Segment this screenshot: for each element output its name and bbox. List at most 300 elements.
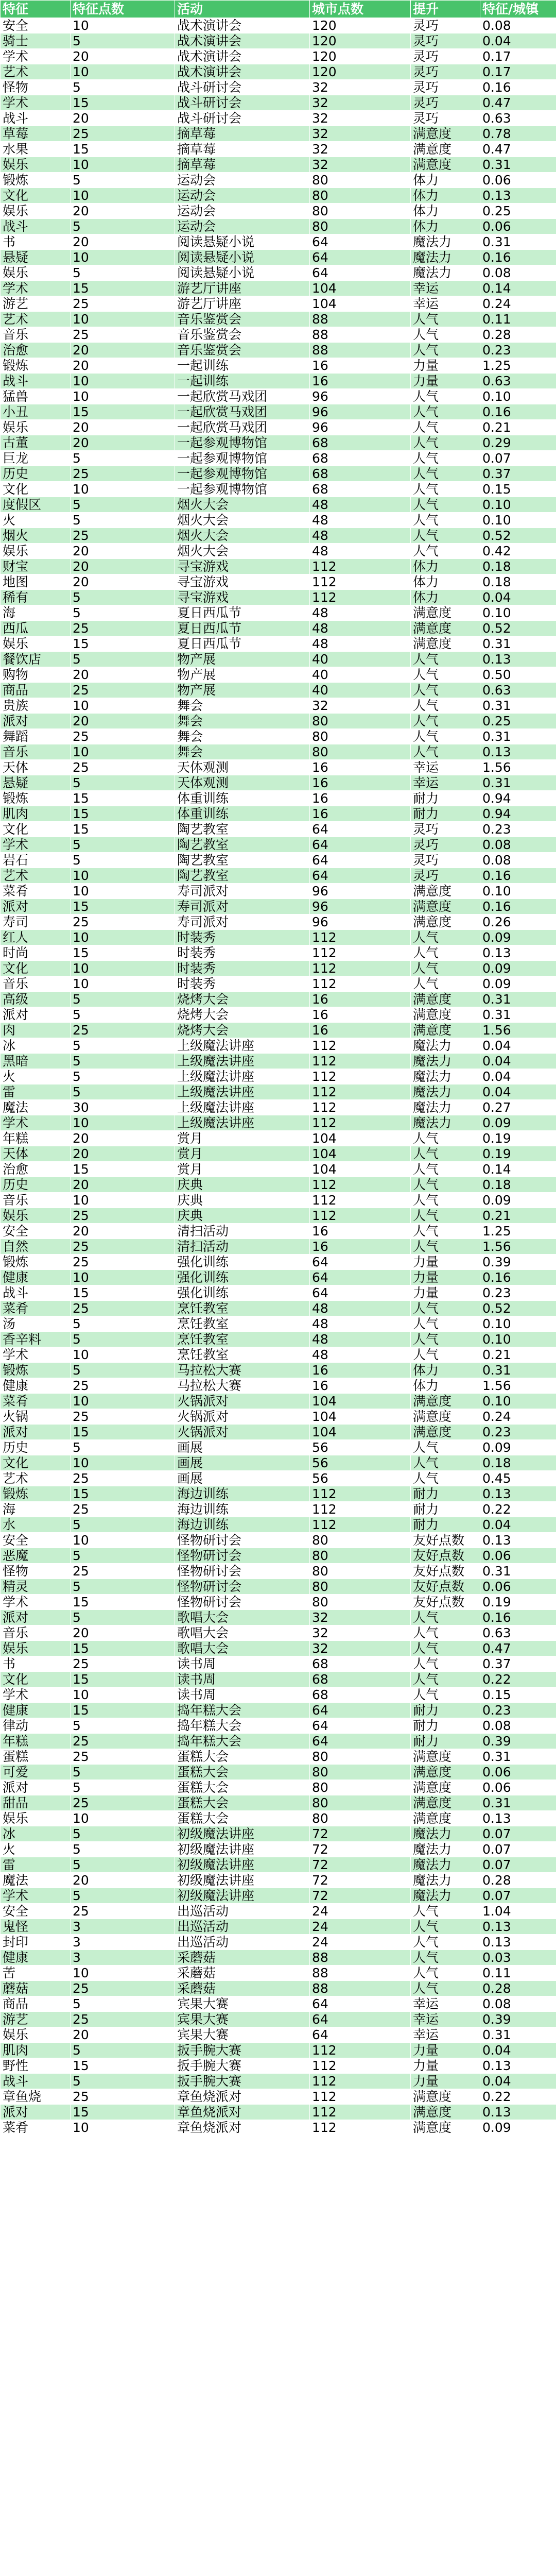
cell-trait-points: 20 — [71, 559, 175, 574]
table-row — [1, 914, 556, 930]
cell-activity: 海边训练 — [175, 1486, 310, 1502]
cell-activity: 陶艺教室 — [175, 853, 310, 868]
cell-boost: 幸运 — [411, 2012, 480, 2027]
cell-activity: 物产展 — [175, 652, 310, 667]
cell-trait: 地图 — [1, 574, 71, 590]
cell-city-points: 88 — [310, 1981, 411, 1996]
cell-ratio: 0.08 — [480, 853, 556, 868]
cell-boost: 魔法力 — [411, 250, 480, 265]
table-row — [1, 1981, 556, 1996]
cell-city-points: 48 — [310, 1316, 411, 1332]
cell-city-points: 112 — [310, 1502, 411, 1517]
table-row — [1, 188, 556, 204]
table-row — [1, 482, 556, 497]
cell-boost: 人气 — [411, 1656, 480, 1672]
cell-trait-points: 10 — [71, 312, 175, 327]
cell-trait-points: 10 — [71, 157, 175, 173]
cell-trait: 学术 — [1, 1347, 71, 1363]
cell-activity: 时装秀 — [175, 945, 310, 961]
table-row — [1, 1950, 556, 1965]
cell-boost: 灵巧 — [411, 80, 480, 95]
table-row — [1, 1935, 556, 1950]
cell-trait-points: 5 — [71, 1579, 175, 1595]
cell-trait: 悬疑 — [1, 250, 71, 265]
cell-trait-points: 10 — [71, 1455, 175, 1471]
table-row — [1, 1811, 556, 1826]
cell-activity: 音乐鉴赏会 — [175, 312, 310, 327]
header-ratio: 特征/城镇 — [480, 1, 556, 18]
table-row — [1, 327, 556, 343]
cell-city-points: 68 — [310, 466, 411, 482]
cell-activity: 烧烤大会 — [175, 1007, 310, 1023]
cell-activity: 烟火大会 — [175, 544, 310, 559]
cell-boost: 满意度 — [411, 1780, 480, 1795]
table-row — [1, 775, 556, 791]
cell-activity: 怪物研讨会 — [175, 1533, 310, 1548]
cell-boost: 魔法力 — [411, 1084, 480, 1100]
cell-city-points: 104 — [310, 281, 411, 296]
cell-trait-points: 5 — [71, 1038, 175, 1054]
cell-activity: 怪物研讨会 — [175, 1579, 310, 1595]
cell-boost: 人气 — [411, 1965, 480, 1981]
cell-boost: 人气 — [411, 1177, 480, 1193]
cell-boost: 满意度 — [411, 142, 480, 157]
cell-trait: 菜肴 — [1, 1394, 71, 1409]
cell-boost: 人气 — [411, 652, 480, 667]
cell-city-points: 80 — [310, 188, 411, 204]
cell-ratio: 0.17 — [480, 64, 556, 80]
cell-boost: 人气 — [411, 513, 480, 528]
cell-trait-points: 5 — [71, 80, 175, 95]
cell-trait-points: 5 — [71, 590, 175, 605]
cell-activity: 音乐鉴赏会 — [175, 327, 310, 343]
cell-boost: 满意度 — [411, 636, 480, 652]
cell-trait-points: 25 — [71, 126, 175, 142]
cell-trait: 蘑菇 — [1, 1981, 71, 1996]
cell-trait-points: 25 — [71, 1981, 175, 1996]
cell-trait-points: 10 — [71, 1115, 175, 1131]
cell-ratio: 0.08 — [480, 1996, 556, 2012]
cell-ratio: 0.04 — [480, 2074, 556, 2089]
cell-activity: 强化训练 — [175, 1285, 310, 1301]
cell-boost: 人气 — [411, 466, 480, 482]
cell-ratio: 0.23 — [480, 343, 556, 358]
cell-trait: 烟火 — [1, 528, 71, 544]
cell-ratio: 0.08 — [480, 265, 556, 281]
cell-boost: 灵巧 — [411, 18, 480, 33]
cell-ratio: 0.18 — [480, 574, 556, 590]
cell-ratio: 0.09 — [480, 2120, 556, 2136]
cell-ratio: 0.10 — [480, 605, 556, 621]
cell-activity: 蛋糕大会 — [175, 1795, 310, 1811]
cell-trait-points: 15 — [71, 1486, 175, 1502]
cell-trait: 音乐 — [1, 1193, 71, 1208]
cell-city-points: 32 — [310, 1610, 411, 1625]
cell-city-points: 48 — [310, 528, 411, 544]
cell-activity: 运动会 — [175, 204, 310, 219]
cell-trait-points: 5 — [71, 2074, 175, 2089]
cell-boost: 满意度 — [411, 1409, 480, 1425]
cell-trait-points: 5 — [71, 837, 175, 853]
header-row — [1, 1, 556, 18]
table-row — [1, 1363, 556, 1378]
cell-city-points: 96 — [310, 404, 411, 420]
table-row — [1, 250, 556, 265]
cell-trait-points: 15 — [71, 1162, 175, 1177]
cell-activity: 强化训练 — [175, 1270, 310, 1285]
cell-activity: 烟火大会 — [175, 513, 310, 528]
table-row — [1, 1425, 556, 1440]
cell-boost: 人气 — [411, 1162, 480, 1177]
cell-trait: 学术 — [1, 1595, 71, 1610]
cell-trait: 鬼怪 — [1, 1919, 71, 1935]
cell-city-points: 112 — [310, 1084, 411, 1100]
cell-city-points: 68 — [310, 1687, 411, 1703]
cell-ratio: 0.63 — [480, 111, 556, 126]
cell-boost: 满意度 — [411, 914, 480, 930]
cell-trait: 健康 — [1, 1950, 71, 1965]
cell-trait-points: 5 — [71, 1440, 175, 1455]
table-row — [1, 2074, 556, 2089]
cell-activity: 烹饪教室 — [175, 1316, 310, 1332]
cell-trait: 怪物 — [1, 1564, 71, 1579]
cell-activity: 寿司派对 — [175, 899, 310, 914]
table-row — [1, 1285, 556, 1301]
cell-city-points: 48 — [310, 497, 411, 513]
cell-activity: 战术演讲会 — [175, 49, 310, 64]
cell-ratio: 0.24 — [480, 296, 556, 312]
cell-boost: 体力 — [411, 574, 480, 590]
cell-boost: 人气 — [411, 683, 480, 698]
cell-trait: 锻炼 — [1, 1486, 71, 1502]
cell-activity: 章鱼烧派对 — [175, 2120, 310, 2136]
cell-activity: 战斗研讨会 — [175, 95, 310, 111]
cell-boost: 人气 — [411, 1332, 480, 1347]
table-row — [1, 1533, 556, 1548]
cell-city-points: 68 — [310, 435, 411, 451]
table-row — [1, 1115, 556, 1131]
cell-city-points: 112 — [310, 1069, 411, 1084]
cell-trait: 锻炼 — [1, 1363, 71, 1378]
cell-city-points: 56 — [310, 1471, 411, 1486]
cell-ratio: 0.18 — [480, 1455, 556, 1471]
cell-boost: 耐力 — [411, 1718, 480, 1734]
cell-trait-points: 5 — [71, 265, 175, 281]
cell-ratio: 0.13 — [480, 2058, 556, 2074]
header-trait-points: 特征点数 — [71, 1, 175, 18]
cell-city-points: 48 — [310, 513, 411, 528]
cell-boost: 体力 — [411, 559, 480, 574]
cell-boost: 人气 — [411, 1981, 480, 1996]
cell-city-points: 56 — [310, 1440, 411, 1455]
cell-ratio: 0.04 — [480, 2043, 556, 2058]
cell-ratio: 0.63 — [480, 374, 556, 389]
cell-ratio: 0.52 — [480, 528, 556, 544]
cell-trait: 治愈 — [1, 343, 71, 358]
cell-trait-points: 20 — [71, 2027, 175, 2043]
cell-trait: 音乐 — [1, 1625, 71, 1641]
cell-trait: 小丑 — [1, 404, 71, 420]
cell-ratio: 0.63 — [480, 1625, 556, 1641]
cell-trait: 肌肉 — [1, 2043, 71, 2058]
cell-ratio: 0.04 — [480, 1084, 556, 1100]
cell-activity: 歌唱大会 — [175, 1610, 310, 1625]
cell-activity: 读书周 — [175, 1687, 310, 1703]
cell-activity: 烧烤大会 — [175, 992, 310, 1007]
cell-city-points: 16 — [310, 374, 411, 389]
cell-city-points: 112 — [310, 961, 411, 976]
cell-boost: 幸运 — [411, 775, 480, 791]
table-row — [1, 2089, 556, 2105]
cell-city-points: 104 — [310, 1131, 411, 1146]
cell-ratio: 0.31 — [480, 729, 556, 744]
cell-boost: 灵巧 — [411, 853, 480, 868]
table-row — [1, 698, 556, 714]
cell-boost: 人气 — [411, 930, 480, 945]
cell-activity: 庆典 — [175, 1208, 310, 1224]
cell-activity: 马拉松大赛 — [175, 1378, 310, 1394]
cell-ratio: 0.37 — [480, 1656, 556, 1672]
cell-ratio: 0.16 — [480, 250, 556, 265]
table-row — [1, 1996, 556, 2012]
cell-activity: 清扫活动 — [175, 1239, 310, 1255]
cell-ratio: 0.94 — [480, 791, 556, 806]
table-row — [1, 1270, 556, 1285]
cell-trait: 历史 — [1, 1440, 71, 1455]
cell-trait: 魔法 — [1, 1873, 71, 1888]
cell-ratio: 0.04 — [480, 1069, 556, 1084]
cell-boost: 灵巧 — [411, 64, 480, 80]
cell-trait: 学术 — [1, 281, 71, 296]
cell-activity: 战斗研讨会 — [175, 80, 310, 95]
cell-trait: 冰 — [1, 1826, 71, 1842]
table-row — [1, 1332, 556, 1347]
cell-boost: 体力 — [411, 188, 480, 204]
cell-trait: 战斗 — [1, 111, 71, 126]
cell-boost: 人气 — [411, 1950, 480, 1965]
cell-trait-points: 15 — [71, 281, 175, 296]
cell-activity: 一起训练 — [175, 358, 310, 374]
cell-activity: 一起参观博物馆 — [175, 435, 310, 451]
cell-city-points: 112 — [310, 1517, 411, 1533]
cell-ratio: 0.07 — [480, 1826, 556, 1842]
cell-trait-points: 15 — [71, 791, 175, 806]
cell-boost: 满意度 — [411, 1749, 480, 1765]
cell-activity: 烧烤大会 — [175, 1023, 310, 1038]
cell-boost: 力量 — [411, 1270, 480, 1285]
cell-ratio: 0.31 — [480, 698, 556, 714]
cell-city-points: 88 — [310, 1965, 411, 1981]
cell-trait: 娱乐 — [1, 1641, 71, 1656]
cell-boost: 耐力 — [411, 1502, 480, 1517]
cell-trait-points: 5 — [71, 219, 175, 234]
cell-activity: 初级魔法讲座 — [175, 1888, 310, 1904]
cell-city-points: 64 — [310, 822, 411, 837]
cell-ratio: 0.13 — [480, 945, 556, 961]
cell-activity: 初级魔法讲座 — [175, 1826, 310, 1842]
cell-ratio: 0.13 — [480, 744, 556, 760]
cell-activity: 寻宝游戏 — [175, 559, 310, 574]
cell-city-points: 48 — [310, 621, 411, 636]
cell-ratio: 1.56 — [480, 1023, 556, 1038]
table-row — [1, 1162, 556, 1177]
cell-city-points: 40 — [310, 683, 411, 698]
cell-boost: 人气 — [411, 1440, 480, 1455]
cell-trait: 文化 — [1, 961, 71, 976]
cell-activity: 扳手腕大赛 — [175, 2074, 310, 2089]
cell-activity: 寿司派对 — [175, 884, 310, 899]
table-row — [1, 1193, 556, 1208]
cell-trait: 锻炼 — [1, 1255, 71, 1270]
cell-ratio: 0.47 — [480, 1641, 556, 1656]
cell-ratio: 1.56 — [480, 1239, 556, 1255]
cell-trait: 学术 — [1, 1115, 71, 1131]
cell-activity: 一起参观博物馆 — [175, 466, 310, 482]
cell-trait-points: 5 — [71, 775, 175, 791]
cell-trait-points: 10 — [71, 930, 175, 945]
cell-trait-points: 20 — [71, 1873, 175, 1888]
cell-trait-points: 3 — [71, 1935, 175, 1950]
cell-boost: 人气 — [411, 744, 480, 760]
table-row — [1, 404, 556, 420]
cell-ratio: 0.25 — [480, 714, 556, 729]
cell-boost: 人气 — [411, 312, 480, 327]
cell-trait-points: 5 — [71, 1888, 175, 1904]
cell-trait: 古董 — [1, 435, 71, 451]
cell-city-points: 80 — [310, 173, 411, 188]
cell-ratio: 0.04 — [480, 33, 556, 49]
table-row — [1, 1131, 556, 1146]
cell-ratio: 0.18 — [480, 1177, 556, 1193]
cell-trait-points: 5 — [71, 1857, 175, 1873]
cell-trait-points: 20 — [71, 544, 175, 559]
cell-boost: 耐力 — [411, 1734, 480, 1749]
cell-boost: 人气 — [411, 1625, 480, 1641]
table-row — [1, 389, 556, 404]
cell-city-points: 48 — [310, 1347, 411, 1363]
cell-boost: 满意度 — [411, 2105, 480, 2120]
cell-trait: 学术 — [1, 95, 71, 111]
cell-ratio: 0.09 — [480, 961, 556, 976]
cell-trait-points: 10 — [71, 64, 175, 80]
cell-city-points: 48 — [310, 1301, 411, 1316]
cell-city-points: 64 — [310, 837, 411, 853]
cell-trait: 文化 — [1, 482, 71, 497]
cell-city-points: 16 — [310, 806, 411, 822]
cell-boost: 满意度 — [411, 884, 480, 899]
cell-activity: 一起欣赏马戏团 — [175, 389, 310, 404]
table-row — [1, 1795, 556, 1811]
cell-activity: 体重训练 — [175, 806, 310, 822]
table-row — [1, 1394, 556, 1409]
cell-trait-points: 10 — [71, 374, 175, 389]
cell-trait: 时尚 — [1, 945, 71, 961]
cell-city-points: 112 — [310, 1054, 411, 1069]
table-row — [1, 1641, 556, 1656]
cell-ratio: 0.09 — [480, 1193, 556, 1208]
cell-trait: 历史 — [1, 466, 71, 482]
cell-city-points: 72 — [310, 1873, 411, 1888]
cell-activity: 初级魔法讲座 — [175, 1857, 310, 1873]
cell-trait: 悬疑 — [1, 775, 71, 791]
cell-city-points: 88 — [310, 1950, 411, 1965]
cell-city-points: 72 — [310, 1888, 411, 1904]
cell-boost: 灵巧 — [411, 822, 480, 837]
cell-ratio: 0.31 — [480, 157, 556, 173]
cell-boost: 满意度 — [411, 621, 480, 636]
cell-trait-points: 10 — [71, 868, 175, 884]
cell-city-points: 16 — [310, 760, 411, 775]
table-row — [1, 791, 556, 806]
cell-boost: 力量 — [411, 2058, 480, 2074]
cell-trait-points: 20 — [71, 358, 175, 374]
cell-trait: 天体 — [1, 760, 71, 775]
cell-boost: 人气 — [411, 451, 480, 466]
table-row — [1, 1625, 556, 1641]
cell-activity: 宾果大赛 — [175, 2027, 310, 2043]
cell-boost: 人气 — [411, 1208, 480, 1224]
cell-trait: 火锅 — [1, 1409, 71, 1425]
cell-boost: 人气 — [411, 528, 480, 544]
cell-trait-points: 5 — [71, 173, 175, 188]
cell-ratio: 0.31 — [480, 1564, 556, 1579]
cell-ratio: 0.17 — [480, 49, 556, 64]
cell-trait-points: 25 — [71, 729, 175, 744]
cell-activity: 赏月 — [175, 1162, 310, 1177]
table-row — [1, 744, 556, 760]
cell-city-points: 64 — [310, 1285, 411, 1301]
cell-activity: 蛋糕大会 — [175, 1811, 310, 1826]
cell-trait: 火 — [1, 1842, 71, 1857]
cell-trait-points: 25 — [71, 683, 175, 698]
cell-ratio: 0.04 — [480, 1054, 556, 1069]
cell-city-points: 96 — [310, 914, 411, 930]
cell-ratio: 0.16 — [480, 899, 556, 914]
cell-boost: 幸运 — [411, 2027, 480, 2043]
cell-trait-points: 15 — [71, 899, 175, 914]
cell-trait-points: 15 — [71, 1703, 175, 1718]
cell-city-points: 68 — [310, 1672, 411, 1687]
cell-city-points: 96 — [310, 389, 411, 404]
table-row — [1, 853, 556, 868]
cell-trait-points: 30 — [71, 1100, 175, 1115]
cell-trait: 水 — [1, 1517, 71, 1533]
cell-ratio: 0.16 — [480, 868, 556, 884]
cell-ratio: 0.15 — [480, 482, 556, 497]
cell-trait-points: 5 — [71, 1363, 175, 1378]
cell-trait-points: 25 — [71, 1255, 175, 1270]
table-row — [1, 204, 556, 219]
cell-ratio: 0.13 — [480, 1533, 556, 1548]
cell-trait: 文化 — [1, 188, 71, 204]
cell-activity: 战术演讲会 — [175, 64, 310, 80]
cell-boost: 人气 — [411, 1904, 480, 1919]
table-row — [1, 466, 556, 482]
cell-trait-points: 15 — [71, 1595, 175, 1610]
cell-trait: 草莓 — [1, 126, 71, 142]
cell-activity: 舞会 — [175, 729, 310, 744]
cell-city-points: 64 — [310, 1996, 411, 2012]
cell-ratio: 0.08 — [480, 18, 556, 33]
cell-boost: 幸运 — [411, 281, 480, 296]
cell-trait: 健康 — [1, 1378, 71, 1394]
cell-boost: 人气 — [411, 544, 480, 559]
cell-city-points: 80 — [310, 744, 411, 760]
table-row — [1, 1734, 556, 1749]
cell-activity: 宾果大赛 — [175, 2012, 310, 2027]
table-row — [1, 605, 556, 621]
cell-trait: 娱乐 — [1, 1811, 71, 1826]
